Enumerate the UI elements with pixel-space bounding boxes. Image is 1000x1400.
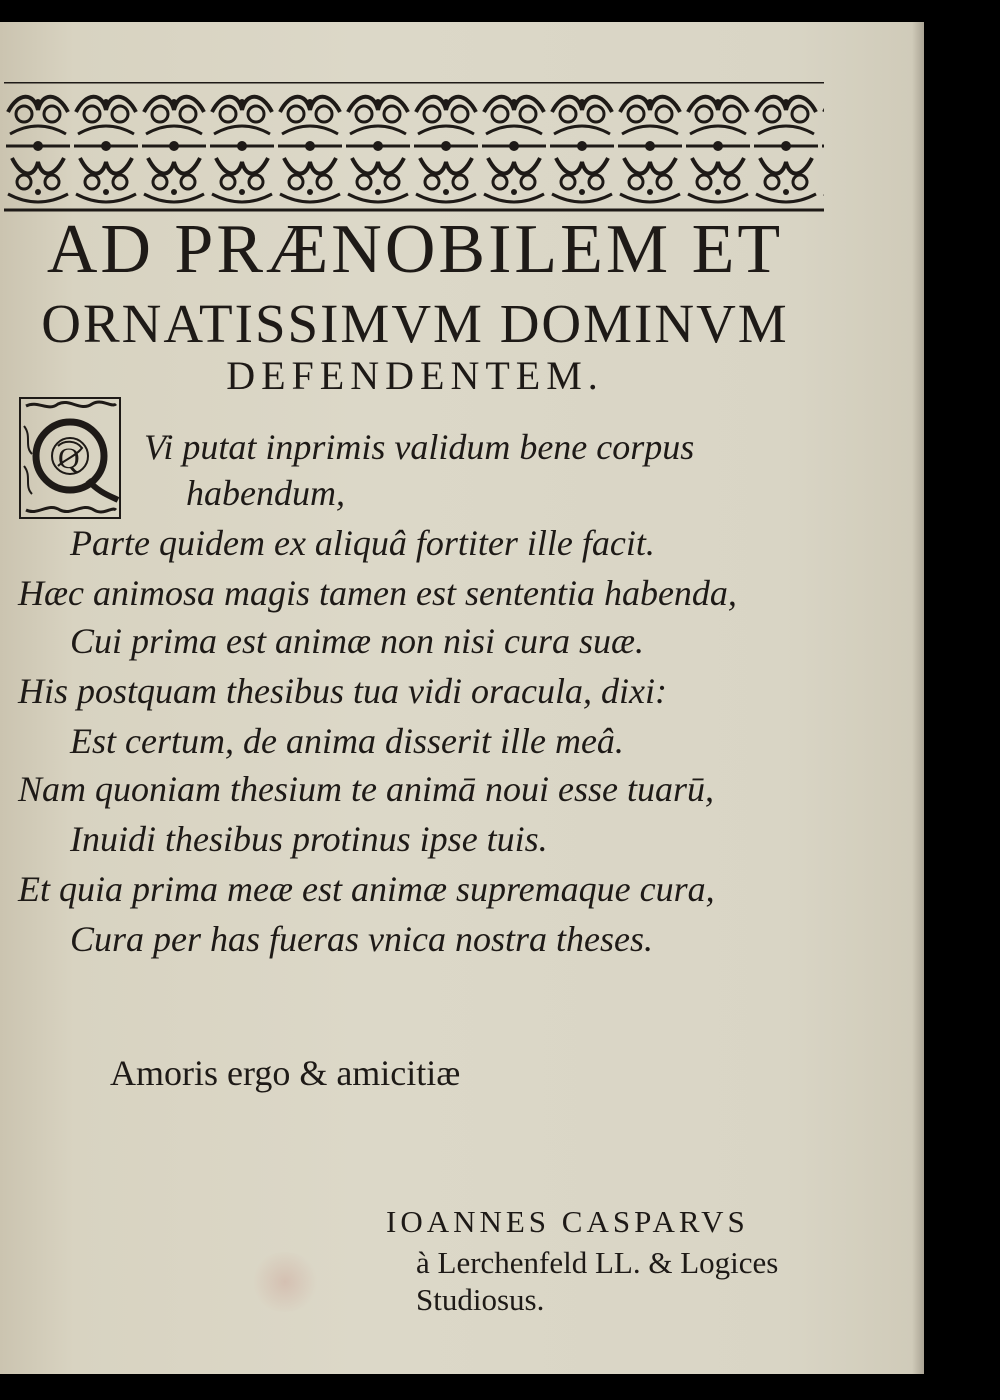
decorated-initial-q xyxy=(18,396,122,520)
heading-line-1: AD PRÆNOBILEM ET xyxy=(46,211,784,288)
verse-line-2: habendum, xyxy=(186,473,345,513)
page-edge-shadow xyxy=(912,22,924,1374)
verse-line-3: Parte quidem ex aliquâ fortiter ille facit. xyxy=(70,523,655,563)
verse-line-6: His postquam thesibus tua vidi oracula, dixi: xyxy=(18,671,667,711)
closing-phrase: Amoris ergo & amicitiæ xyxy=(110,1053,461,1093)
document-page xyxy=(0,22,924,1374)
verse-line-8: Nam quoniam thesium te animā noui esse tuarū, xyxy=(18,769,714,809)
verse-line-4: Hæc animosa magis tamen est sententia habenda, xyxy=(18,573,737,613)
svg-text:Q: Q xyxy=(58,442,80,475)
heading-line-2: ORNATISSIMVM DOMINVM xyxy=(41,293,789,354)
paper-stain xyxy=(250,1252,320,1312)
verse-line-1: Vi putat inprimis validum bene corpus xyxy=(144,427,695,467)
signature-line-3: Studiosus. xyxy=(416,1282,545,1317)
signature-name: IOANNES CASPARVS xyxy=(386,1204,749,1239)
heading-line-3: DEFENDENTEM. xyxy=(226,353,604,398)
verse-line-11: Cura per has fueras vnica nostra theses. xyxy=(70,919,653,959)
verse-line-9: Inuidi thesibus protinus ipse tuis. xyxy=(70,819,548,859)
signature-line-2: à Lerchenfeld LL. & Logices xyxy=(416,1245,779,1280)
ornamental-border-band xyxy=(4,82,824,212)
verse-line-5: Cui prima est animæ non nisi cura suæ. xyxy=(70,621,645,661)
verse-line-10: Et quia prima meæ est animæ supremaque cura, xyxy=(18,869,715,909)
verse-line-7: Est certum, de anima disserit ille meâ. xyxy=(70,721,624,761)
